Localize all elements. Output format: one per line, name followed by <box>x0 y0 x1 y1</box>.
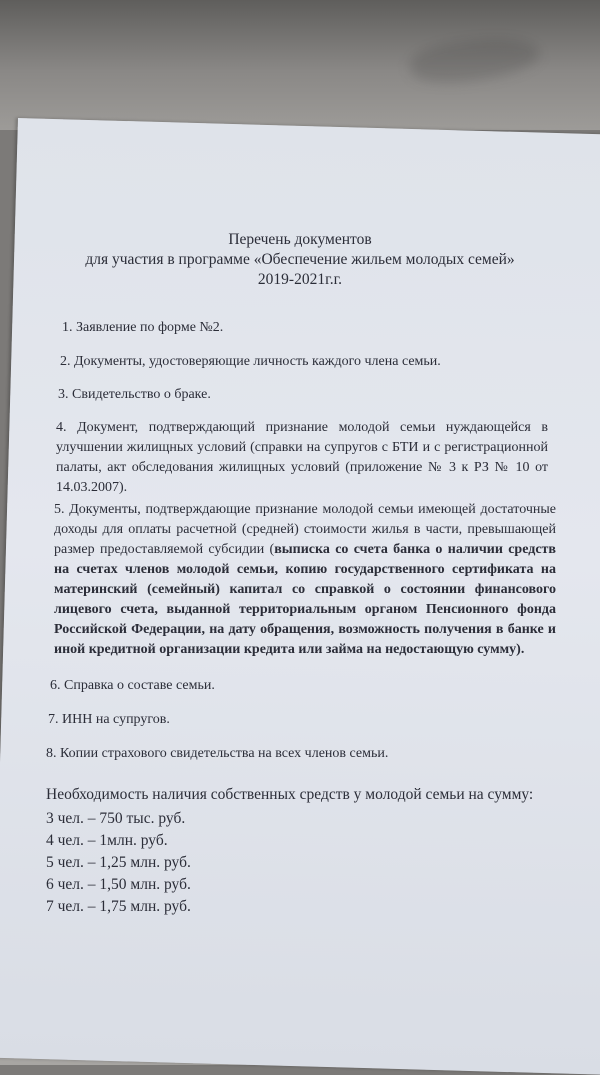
list-item-7: 7. ИНН на супругов. <box>48 712 170 727</box>
requirement-line: 6 чел. – 1,50 млн. руб. <box>46 876 191 893</box>
doc-title-line-3: 2019-2021г.г. <box>257 271 343 288</box>
doc-title-line-2: для участия в программе «Обеспечение жильем молодых семей» <box>85 251 515 268</box>
list-item-6: 6. Справка о составе семьи. <box>50 678 215 693</box>
list-item-3: 3. Свидетельство о браке. <box>58 387 211 402</box>
list-item-5 <box>54 500 556 660</box>
list-item-2: 2. Документы, удостоверяющие личность каждого члена семьи. <box>60 354 441 369</box>
requirement-line: 7 чел. – 1,75 млн. руб. <box>46 898 191 915</box>
requirements-heading: Необходимость наличия собственных средств у молодой семьи на сумму: <box>46 786 534 803</box>
requirement-line: 5 чел. – 1,25 млн. руб. <box>46 854 191 871</box>
list-item-8: 8. Копии страхового свидетельства на всех членов семьи. <box>46 746 389 761</box>
list-item-4: 4. Документ, подтверждающий признание молодой семьи нуждающейся в улучшении жилищных условий (справки на супругов с БТИ и с регистрационной палаты, акт обследования жилищных условий (приложение № 3 к РЗ № 10 от 14.03.2007). <box>56 420 548 495</box>
list-item-5-bold-text: выписка со счета банка о наличии средств на счетах членов молодой семьи, копию государственного сертификата на материнский (семейный) капитал со справкой о состоянии финансового лицевого счета, выданной территориальным органом Пенсионного фонда Российской Федерации, на дату обращения, возможность получения в банке и иной кредитной организации кредита или займа на недостающую сумму). <box>54 542 556 657</box>
requirement-line: 4 чел. – 1млн. руб. <box>46 832 168 849</box>
list-item-1: 1. Заявление по форме №2. <box>62 320 224 335</box>
list-item-5-text: 5. Документы, подтверждающие признание молодой семьи имеющей достаточные доходы для оплаты расчетной (средней) стоимости жилья в части, превышающей размер предоставляемой субсидии ( <box>54 502 556 557</box>
doc-title-line-1: Перечень документов <box>228 231 372 248</box>
requirement-line: 3 чел. – 750 тыс. руб. <box>46 810 186 827</box>
